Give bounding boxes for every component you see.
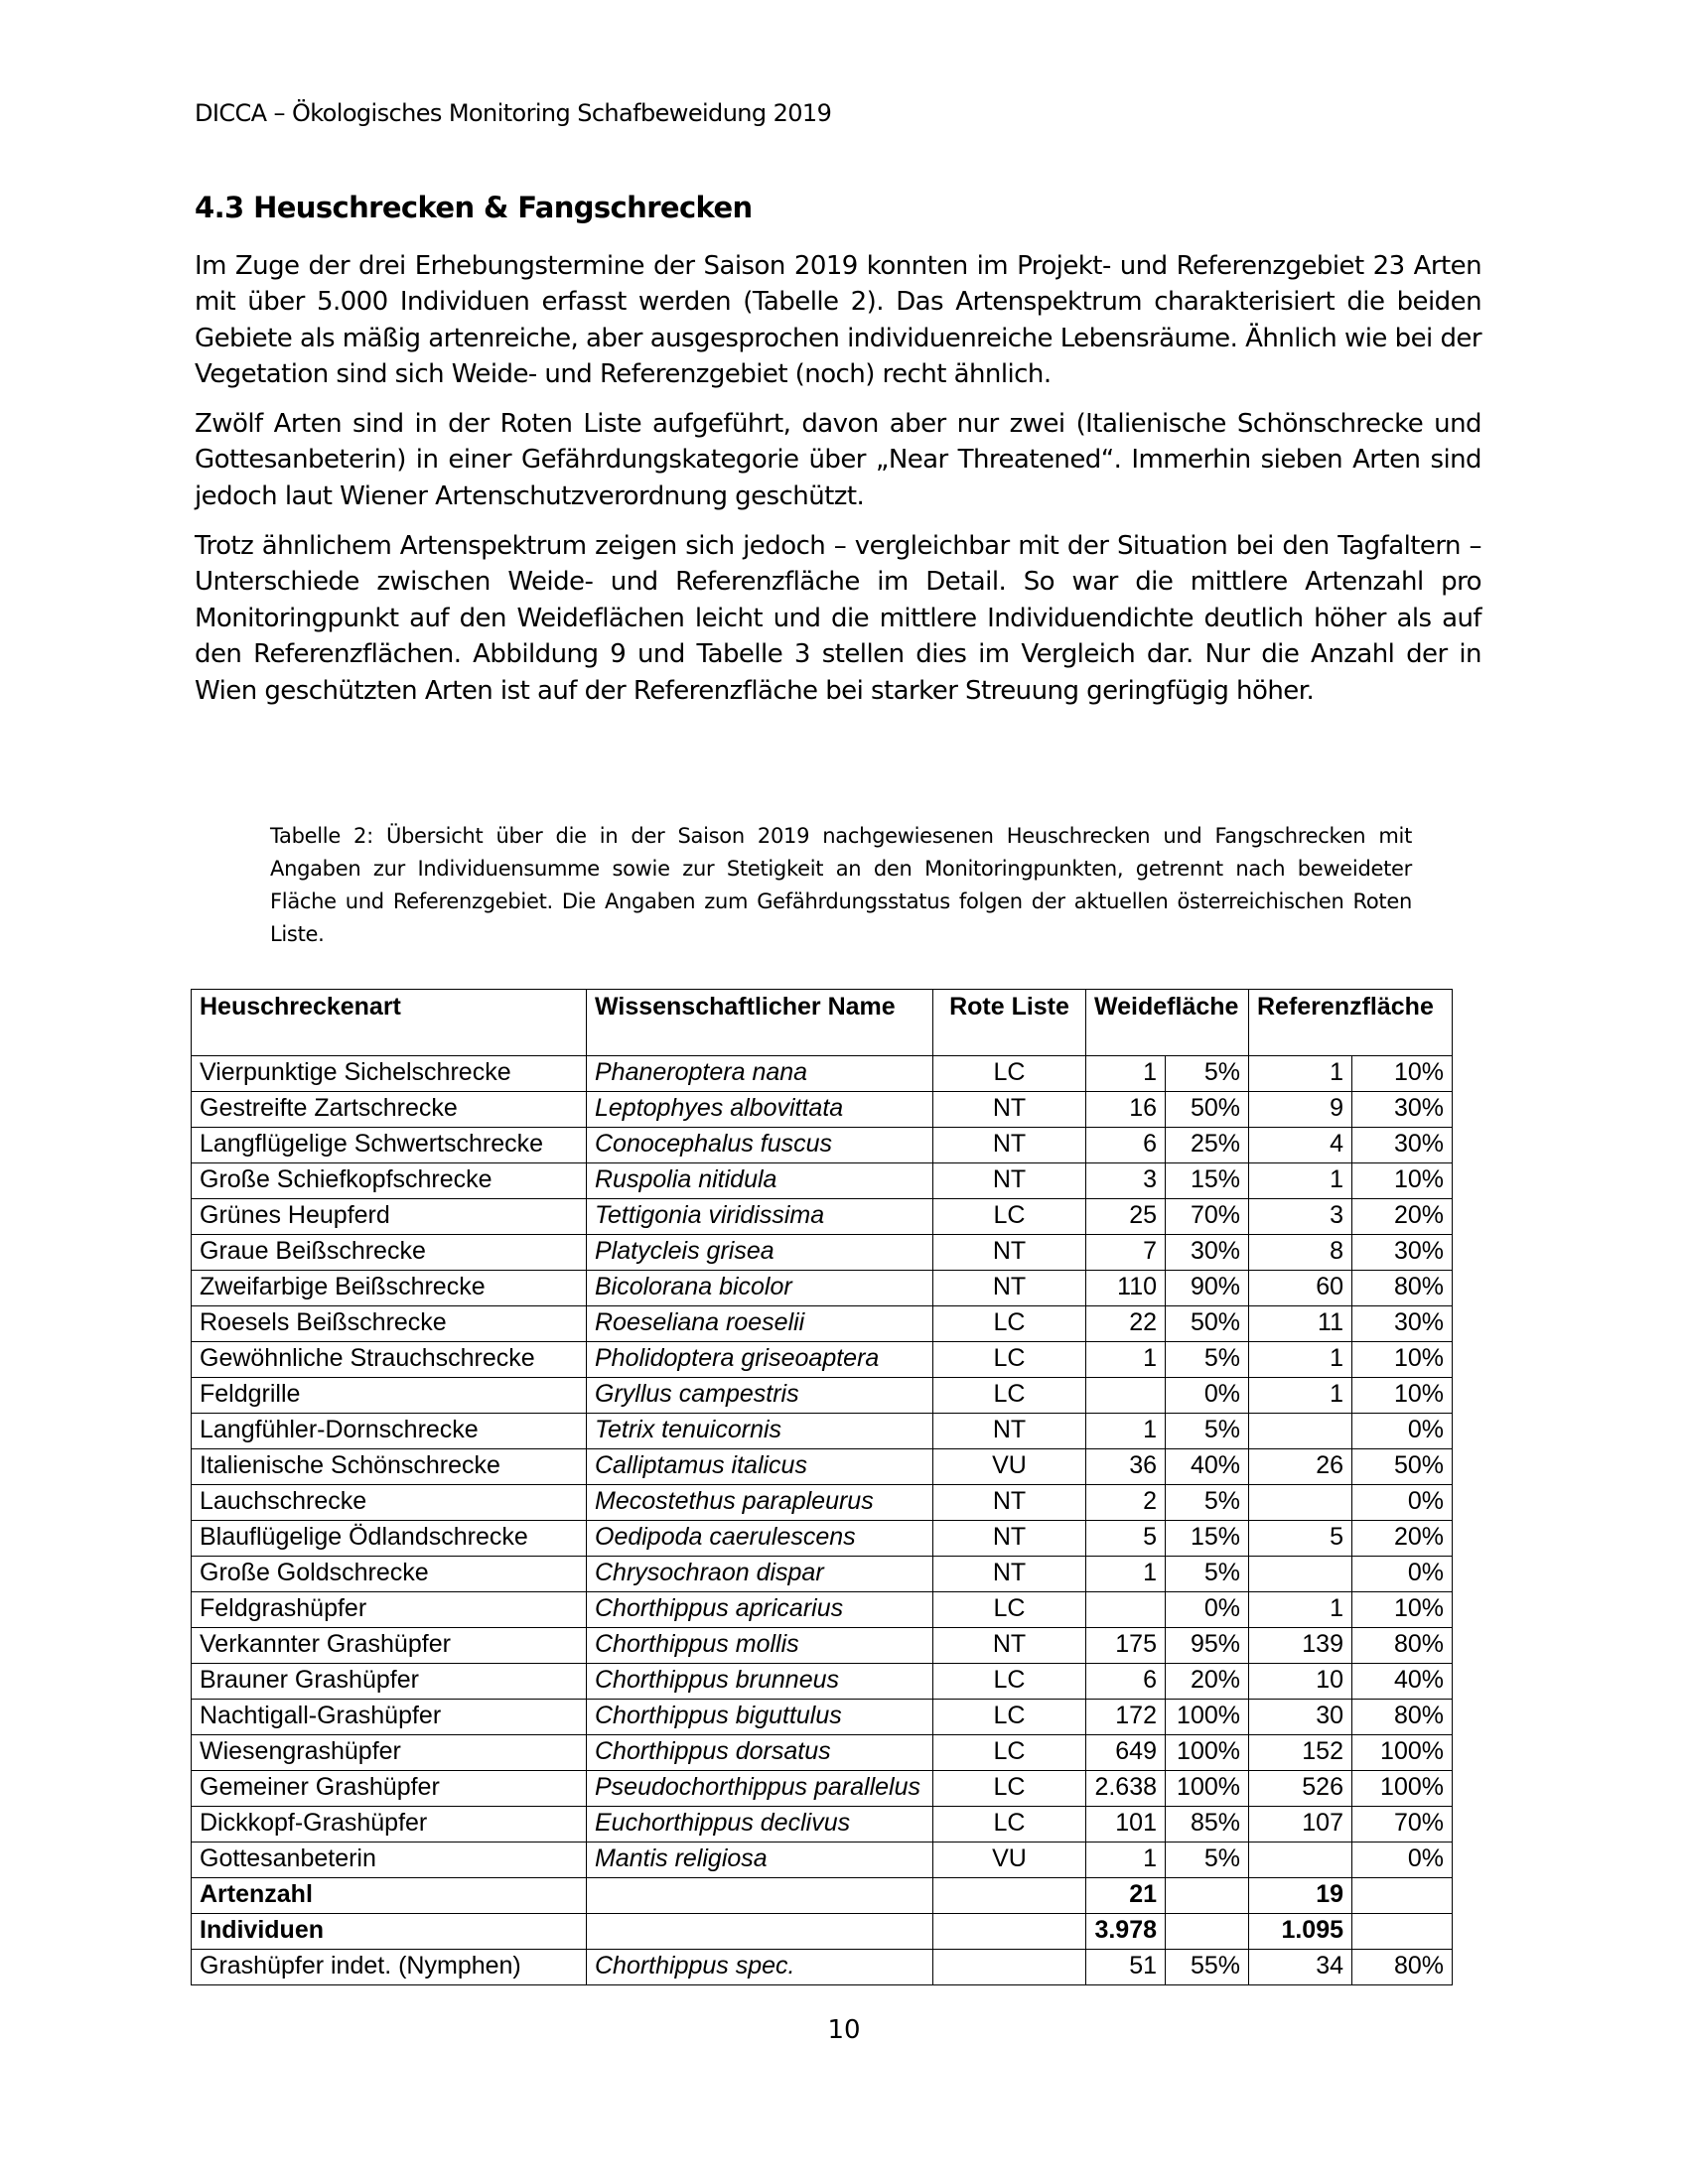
reference-frequency: 100% (1352, 1771, 1453, 1807)
scientific-name: Mecostethus parapleurus (587, 1485, 933, 1521)
page-number: 10 (827, 2015, 861, 2045)
red-list-status: LC (933, 1342, 1086, 1378)
red-list-status: VU (933, 1843, 1086, 1878)
red-list-status: LC (933, 1306, 1086, 1342)
red-list-status: NT (933, 1557, 1086, 1592)
pasture-frequency: 100% (1166, 1735, 1249, 1771)
pasture-count: 16 (1086, 1092, 1166, 1128)
species-name: Gemeiner Grashüpfer (192, 1771, 587, 1807)
reference-count: 30 (1249, 1700, 1352, 1735)
red-list-status: NT (933, 1521, 1086, 1557)
pasture-frequency: 5% (1166, 1485, 1249, 1521)
pasture-frequency: 5% (1166, 1056, 1249, 1092)
pasture-frequency: 25% (1166, 1128, 1249, 1163)
species-name: Gottesanbeterin (192, 1843, 587, 1878)
scientific-name: Mantis religiosa (587, 1843, 933, 1878)
reference-count: 1 (1249, 1378, 1352, 1414)
species-name: Feldgrille (192, 1378, 587, 1414)
reference-count: 107 (1249, 1807, 1352, 1843)
pasture-frequency: 5% (1166, 1414, 1249, 1449)
scientific-name: Phaneroptera nana (587, 1056, 933, 1092)
reference-count (1249, 1557, 1352, 1592)
species-name: Wiesengrashüpfer (192, 1735, 587, 1771)
summary-row (192, 1878, 1453, 1914)
reference-frequency: 100% (1352, 1735, 1453, 1771)
paragraph: Trotz ähnlichem Artenspektrum zeigen sich jedoch – vergleichbar mit der Situation bei den Tagfaltern – Unterschiede zwischen Weide- und Referenzfläche im Detail. So war die mittlere Artenzahl pro Monitoringpunkt auf den Weideflächen leicht und die mittlere Individuendichte deutlich höher als auf den Referenzflächen. Abbildung 9 und Tabelle 3 stellen dies im Vergleich dar. Nur die Anzahl der in Wien geschützten Arten ist auf der Referenzfläche bei starker Streuung geringfügig höher. (195, 531, 1481, 706)
scientific-name: Chorthippus biguttulus (587, 1700, 933, 1735)
scientific-name: Calliptamus italicus (587, 1449, 933, 1485)
table-row (192, 1163, 1453, 1199)
reference-count (1249, 1485, 1352, 1521)
pasture-count: 51 (1086, 1950, 1166, 1985)
species-name: Langfühler-Dornschrecke (192, 1414, 587, 1449)
reference-count: 4 (1249, 1128, 1352, 1163)
reference-frequency: 30% (1352, 1128, 1453, 1163)
scientific-name: Gryllus campestris (587, 1378, 933, 1414)
table-row (192, 1521, 1453, 1557)
reference-count: 60 (1249, 1271, 1352, 1306)
reference-frequency: 80% (1352, 1271, 1453, 1306)
reference-count: 1 (1249, 1163, 1352, 1199)
table-row (192, 1771, 1453, 1807)
table-row (192, 1199, 1453, 1235)
pasture-count (1086, 1592, 1166, 1628)
species-name: Artenzahl (192, 1878, 587, 1914)
pasture-count: 22 (1086, 1306, 1166, 1342)
red-list-status: NT (933, 1128, 1086, 1163)
column-header-reference: Referenzfläche (1249, 990, 1453, 1056)
pasture-count: 7 (1086, 1235, 1166, 1271)
red-list-status (933, 1950, 1086, 1985)
pasture-frequency: 5% (1166, 1843, 1249, 1878)
red-list-status: NT (933, 1235, 1086, 1271)
table-row (192, 1414, 1453, 1449)
scientific-name: Roeseliana roeselii (587, 1306, 933, 1342)
reference-count: 3 (1249, 1199, 1352, 1235)
pasture-count: 2 (1086, 1485, 1166, 1521)
table-caption: Tabelle 2: Übersicht über die in der Saison 2019 nachgewiesenen Heuschrecken und Fangschrecken mit Angaben zur Individuensumme sowie zur Stetigkeit an den Monitoringpunkten, getrennt nach beweideter Fläche und Referenzgebiet. Die Angaben zum Gefährdungsstatus folgen der aktuellen österreichischen Roten Liste. (270, 824, 1412, 946)
species-name: Langflügelige Schwertschrecke (192, 1128, 587, 1163)
reference-frequency: 70% (1352, 1807, 1453, 1843)
reference-count: 11 (1249, 1306, 1352, 1342)
scientific-name: Chorthippus brunneus (587, 1664, 933, 1700)
pasture-frequency: 20% (1166, 1664, 1249, 1700)
table-row (192, 1807, 1453, 1843)
scientific-name: Oedipoda caerulescens (587, 1521, 933, 1557)
reference-count: 8 (1249, 1235, 1352, 1271)
red-list-status (933, 1914, 1086, 1950)
reference-frequency: 0% (1352, 1557, 1453, 1592)
reference-count: 526 (1249, 1771, 1352, 1807)
table-row (192, 1735, 1453, 1771)
pasture-frequency (1166, 1878, 1249, 1914)
column-header-pasture: Weidefläche (1086, 990, 1249, 1056)
table-row (192, 1128, 1453, 1163)
scientific-name: Tettigonia viridissima (587, 1199, 933, 1235)
reference-count: 5 (1249, 1521, 1352, 1557)
summary-row (192, 1914, 1453, 1950)
pasture-frequency: 50% (1166, 1092, 1249, 1128)
reference-frequency (1352, 1914, 1453, 1950)
pasture-frequency: 15% (1166, 1521, 1249, 1557)
table-row (192, 1235, 1453, 1271)
reference-frequency: 30% (1352, 1235, 1453, 1271)
species-name: Grashüpfer indet. (Nymphen) (192, 1950, 587, 1985)
pasture-frequency: 40% (1166, 1449, 1249, 1485)
red-list-status: NT (933, 1628, 1086, 1664)
table-row (192, 1628, 1453, 1664)
table-row (192, 1306, 1453, 1342)
table-body (192, 1056, 1453, 1985)
section-title: 4.3 Heuschrecken & Fangschrecken (195, 191, 753, 224)
scientific-name: Chorthippus spec. (587, 1950, 933, 1985)
reference-count: 139 (1249, 1628, 1352, 1664)
pasture-frequency: 15% (1166, 1163, 1249, 1199)
pasture-frequency: 100% (1166, 1771, 1249, 1807)
species-name: Nachtigall-Grashüpfer (192, 1700, 587, 1735)
red-list-status: LC (933, 1378, 1086, 1414)
species-table (191, 989, 1453, 1985)
scientific-name (587, 1878, 933, 1914)
table-header-row (192, 990, 1453, 1056)
red-list-status: VU (933, 1449, 1086, 1485)
table-row (192, 1342, 1453, 1378)
reference-frequency: 0% (1352, 1485, 1453, 1521)
pasture-count (1086, 1378, 1166, 1414)
reference-frequency: 80% (1352, 1700, 1453, 1735)
red-list-status: LC (933, 1771, 1086, 1807)
pasture-frequency: 100% (1166, 1700, 1249, 1735)
pasture-count: 25 (1086, 1199, 1166, 1235)
reference-count: 10 (1249, 1664, 1352, 1700)
species-name: Zweifarbige Beißschrecke (192, 1271, 587, 1306)
species-name: Dickkopf-Grashüpfer (192, 1807, 587, 1843)
scientific-name: Platycleis grisea (587, 1235, 933, 1271)
reference-frequency: 0% (1352, 1843, 1453, 1878)
reference-count: 152 (1249, 1735, 1352, 1771)
pasture-count: 172 (1086, 1700, 1166, 1735)
pasture-frequency: 5% (1166, 1557, 1249, 1592)
pasture-count: 21 (1086, 1878, 1166, 1914)
red-list-status: NT (933, 1485, 1086, 1521)
paragraph: Zwölf Arten sind in der Roten Liste aufgeführt, davon aber nur zwei (Italienische Schönschrecke und Gottesanbeterin) in einer Gefährdungskategorie über „Near Threatened“. Immerhin sieben Arten sind jedoch laut Wiener Artenschutzverordnung geschützt. (195, 409, 1481, 511)
reference-frequency: 10% (1352, 1163, 1453, 1199)
pasture-frequency: 85% (1166, 1807, 1249, 1843)
pasture-count: 1 (1086, 1056, 1166, 1092)
pasture-frequency: 0% (1166, 1378, 1249, 1414)
table-row (192, 1664, 1453, 1700)
pasture-frequency (1166, 1914, 1249, 1950)
reference-frequency: 80% (1352, 1950, 1453, 1985)
pasture-frequency: 90% (1166, 1271, 1249, 1306)
reference-frequency: 50% (1352, 1449, 1453, 1485)
scientific-name: Chrysochraon dispar (587, 1557, 933, 1592)
red-list-status: LC (933, 1735, 1086, 1771)
red-list-status: LC (933, 1056, 1086, 1092)
species-name: Brauner Grashüpfer (192, 1664, 587, 1700)
species-name: Vierpunktige Sichelschrecke (192, 1056, 587, 1092)
reference-count: 19 (1249, 1878, 1352, 1914)
reference-frequency: 10% (1352, 1378, 1453, 1414)
table-row (192, 1092, 1453, 1128)
scientific-name: Pseudochorthippus parallelus (587, 1771, 933, 1807)
pasture-frequency: 5% (1166, 1342, 1249, 1378)
scientific-name: Euchorthippus declivus (587, 1807, 933, 1843)
reference-count: 1 (1249, 1342, 1352, 1378)
reference-frequency: 20% (1352, 1521, 1453, 1557)
pasture-count: 1 (1086, 1342, 1166, 1378)
reference-count (1249, 1414, 1352, 1449)
species-name: Gestreifte Zartschrecke (192, 1092, 587, 1128)
pasture-count: 3.978 (1086, 1914, 1166, 1950)
pasture-count: 6 (1086, 1664, 1166, 1700)
reference-frequency: 30% (1352, 1092, 1453, 1128)
species-name: Graue Beißschrecke (192, 1235, 587, 1271)
species-name: Große Goldschrecke (192, 1557, 587, 1592)
scientific-name: Bicolorana bicolor (587, 1271, 933, 1306)
column-header-species: Heuschreckenart (192, 990, 587, 1056)
reference-count: 34 (1249, 1950, 1352, 1985)
reference-count: 1 (1249, 1056, 1352, 1092)
species-name: Grünes Heupferd (192, 1199, 587, 1235)
scientific-name: Tetrix tenuicornis (587, 1414, 933, 1449)
pasture-frequency: 95% (1166, 1628, 1249, 1664)
red-list-status: LC (933, 1199, 1086, 1235)
pasture-count: 36 (1086, 1449, 1166, 1485)
scientific-name: Chorthippus apricarius (587, 1592, 933, 1628)
scientific-name: Ruspolia nitidula (587, 1163, 933, 1199)
pasture-count: 1 (1086, 1557, 1166, 1592)
pasture-count: 1 (1086, 1414, 1166, 1449)
reference-frequency: 80% (1352, 1628, 1453, 1664)
reference-count: 9 (1249, 1092, 1352, 1128)
species-name: Verkannter Grashüpfer (192, 1628, 587, 1664)
pasture-count: 101 (1086, 1807, 1166, 1843)
reference-frequency: 20% (1352, 1199, 1453, 1235)
table-row (192, 1700, 1453, 1735)
pasture-frequency: 50% (1166, 1306, 1249, 1342)
pasture-count: 3 (1086, 1163, 1166, 1199)
pasture-frequency: 55% (1166, 1950, 1249, 1985)
pasture-frequency: 0% (1166, 1592, 1249, 1628)
reference-frequency: 10% (1352, 1056, 1453, 1092)
species-name: Roesels Beißschrecke (192, 1306, 587, 1342)
table-row (192, 1557, 1453, 1592)
table-row (192, 1378, 1453, 1414)
column-header-red-list: Rote Liste (933, 990, 1086, 1056)
reference-frequency: 40% (1352, 1664, 1453, 1700)
red-list-status: LC (933, 1664, 1086, 1700)
scientific-name: Pholidoptera griseoaptera (587, 1342, 933, 1378)
table-row (192, 1271, 1453, 1306)
species-name: Lauchschrecke (192, 1485, 587, 1521)
species-name: Individuen (192, 1914, 587, 1950)
reference-frequency: 30% (1352, 1306, 1453, 1342)
running-header: DICCA – Ökologisches Monitoring Schafbeweidung 2019 (195, 99, 832, 127)
pasture-count: 649 (1086, 1735, 1166, 1771)
red-list-status: NT (933, 1092, 1086, 1128)
reference-frequency (1352, 1878, 1453, 1914)
scientific-name: Leptophyes albovittata (587, 1092, 933, 1128)
table-row (192, 1056, 1453, 1092)
red-list-status: LC (933, 1807, 1086, 1843)
reference-frequency: 0% (1352, 1414, 1453, 1449)
red-list-status: LC (933, 1592, 1086, 1628)
table-row (192, 1485, 1453, 1521)
reference-frequency: 10% (1352, 1342, 1453, 1378)
red-list-status: NT (933, 1163, 1086, 1199)
pasture-count: 1 (1086, 1843, 1166, 1878)
table-row (192, 1449, 1453, 1485)
pasture-count: 110 (1086, 1271, 1166, 1306)
paragraph: Im Zuge der drei Erhebungstermine der Saison 2019 konnten im Projekt- und Referenzgebiet 23 Arten mit über 5.000 Individuen erfasst werden (Tabelle 2). Das Artenspektrum charakterisiert die beiden Gebiete als mäßig artenreiche, aber ausgesprochen individuenreiche Lebensräume. Ähnlich wie bei der Vegetation sind sich Weide- und Referenzgebiet (noch) recht ähnlich. (195, 251, 1481, 390)
species-name: Gewöhnliche Strauchschrecke (192, 1342, 587, 1378)
pasture-count: 2.638 (1086, 1771, 1166, 1807)
species-name: Italienische Schönschrecke (192, 1449, 587, 1485)
reference-count: 1.095 (1249, 1914, 1352, 1950)
pasture-count: 175 (1086, 1628, 1166, 1664)
red-list-status: LC (933, 1700, 1086, 1735)
species-name: Feldgrashüpfer (192, 1592, 587, 1628)
red-list-status: NT (933, 1414, 1086, 1449)
pasture-frequency: 70% (1166, 1199, 1249, 1235)
pasture-count: 6 (1086, 1128, 1166, 1163)
pasture-count: 5 (1086, 1521, 1166, 1557)
column-header-scientific-name: Wissenschaftlicher Name (587, 990, 933, 1056)
scientific-name: Chorthippus dorsatus (587, 1735, 933, 1771)
species-name: Blauflügelige Ödlandschrecke (192, 1521, 587, 1557)
scientific-name: Chorthippus mollis (587, 1628, 933, 1664)
species-name: Große Schiefkopfschrecke (192, 1163, 587, 1199)
pasture-frequency: 30% (1166, 1235, 1249, 1271)
scientific-name: Conocephalus fuscus (587, 1128, 933, 1163)
reference-frequency: 10% (1352, 1592, 1453, 1628)
red-list-status: NT (933, 1271, 1086, 1306)
table-row (192, 1592, 1453, 1628)
reference-count (1249, 1843, 1352, 1878)
reference-count: 26 (1249, 1449, 1352, 1485)
red-list-status (933, 1878, 1086, 1914)
reference-count: 1 (1249, 1592, 1352, 1628)
table-row (192, 1950, 1453, 1985)
scientific-name (587, 1914, 933, 1950)
table-row (192, 1843, 1453, 1878)
